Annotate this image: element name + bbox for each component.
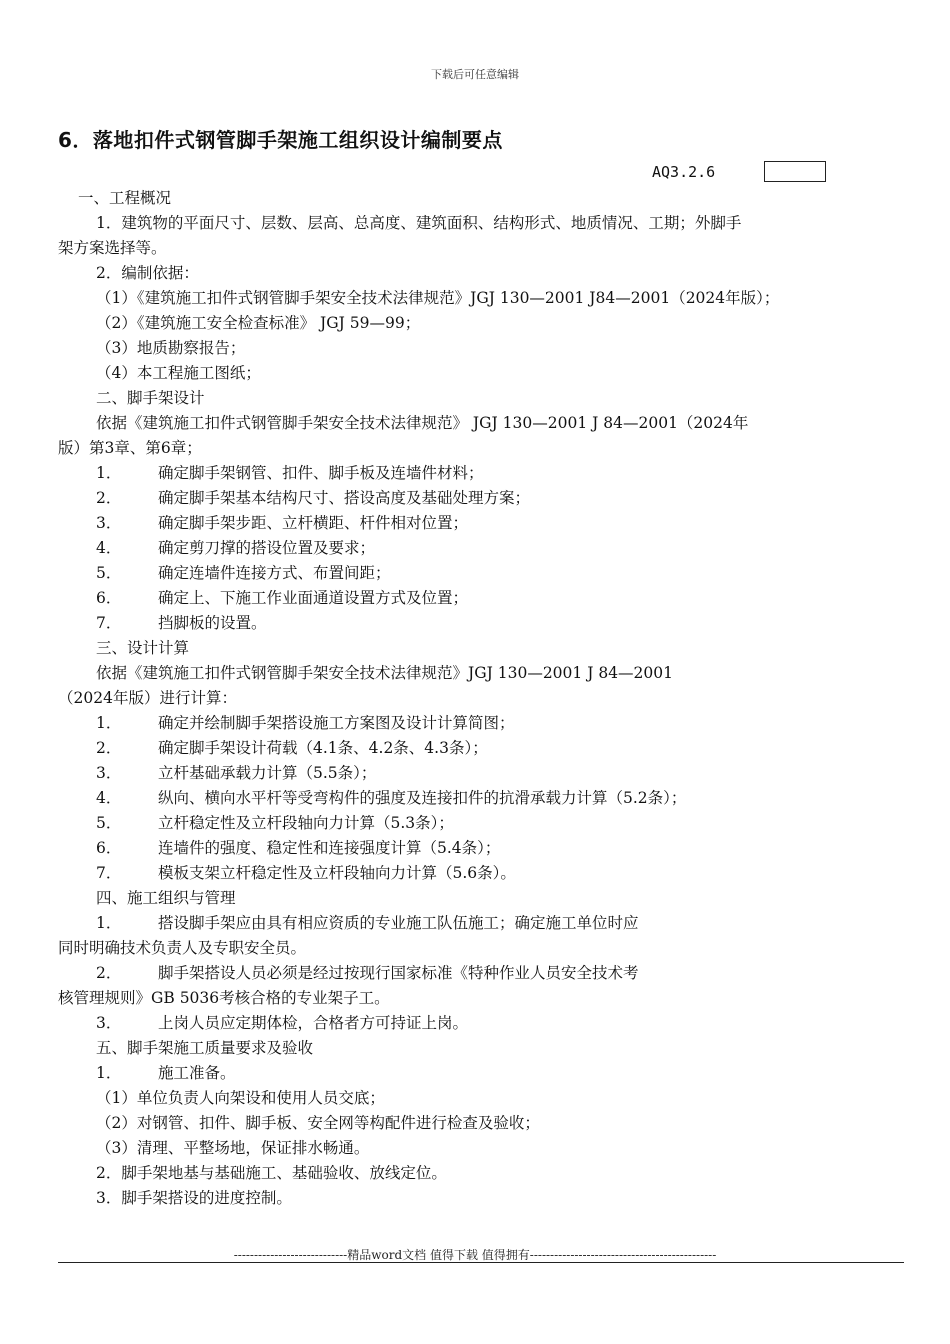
numbered-item xyxy=(96,838,500,858)
item-text: 确定脚手架设计荷载（4.1条、4.2条、4.3条）； xyxy=(158,739,488,757)
item-text: 脚手架搭设人员必须是经过按现行国家标准《特种作业人员安全技术考 xyxy=(158,964,639,982)
page-footer: ----------------------------精品word文档 值得下载 值得拥有---------------------------------------------- xyxy=(233,1248,717,1262)
item-text: 确定连墙件连接方式、布置间距； xyxy=(158,564,391,582)
section-heading-5: 五、脚手架施工质量要求及验收 xyxy=(96,1039,314,1057)
paragraph-line: （1）单位负责人向架设和使用人员交底； xyxy=(96,1089,385,1107)
paragraph-line: 同时明确技术负责人及专职安全员。 xyxy=(58,939,307,957)
paragraph-line: （2024年版）进行计算： xyxy=(58,689,237,707)
item-number: 5． xyxy=(96,814,122,832)
paragraph-line: （2）《建筑施工安全检查标准》 JGJ 59—99； xyxy=(96,314,421,332)
item-number: 3． xyxy=(96,514,122,532)
paragraph-line: 2．编制依据： xyxy=(96,264,199,282)
item-number: 1． xyxy=(96,464,122,482)
paragraph-line: 3．脚手架搭设的进度控制。 xyxy=(96,1189,292,1207)
numbered-item xyxy=(96,738,488,758)
item-number: 7． xyxy=(96,614,122,632)
numbered-item xyxy=(96,863,516,883)
item-number: 2． xyxy=(96,739,122,757)
paragraph-line: （4）本工程施工图纸； xyxy=(96,364,261,382)
paragraph-line: （3）清理、平整场地，保证排水畅通。 xyxy=(96,1139,370,1157)
numbered-item xyxy=(96,788,686,808)
numbered-item xyxy=(96,488,530,508)
paragraph-line: （1）《建筑施工扣件式钢管脚手架安全技术法律规范》JGJ 130—2001 J84—2001（2024年版）； xyxy=(96,289,780,307)
numbered-item xyxy=(96,1013,468,1033)
paragraph-line: 架方案选择等。 xyxy=(58,239,167,257)
item-text: 上岗人员应定期体检，合格者方可持证上岗。 xyxy=(158,1014,469,1032)
paragraph-line: （2）对钢管、扣件、脚手板、安全网等构配件进行检查及验收； xyxy=(96,1114,540,1132)
item-text: 立杆基础承载力计算（5.5条）； xyxy=(158,764,377,782)
item-number: 2． xyxy=(96,489,122,507)
item-number: 1． xyxy=(96,714,122,732)
item-number: 4． xyxy=(96,789,122,807)
item-number: 3． xyxy=(96,1014,122,1032)
item-text: 确定并绘制脚手架搭设施工方案图及设计计算简图； xyxy=(158,714,515,732)
paragraph-line: 依据《建筑施工扣件式钢管脚手架安全技术法律规范》JGJ 130—2001 J 84—2001 xyxy=(96,664,674,682)
numbered-item xyxy=(96,613,267,633)
footer-rule xyxy=(58,1262,904,1263)
item-text: 模板支架立杆稳定性及立杆段轴向力计算（5.6条）。 xyxy=(158,864,516,882)
paragraph-line: 核管理规则》GB 5036考核合格的专业架子工。 xyxy=(58,989,390,1007)
paragraph-line: 1．建筑物的平面尺寸、层数、层高、总高度、建筑面积、结构形式、地质情况、工期；外脚手 xyxy=(96,214,742,232)
numbered-item xyxy=(96,713,515,733)
section-heading-3: 三、设计计算 xyxy=(96,639,190,657)
item-number: 3． xyxy=(96,764,122,782)
form-code-box xyxy=(764,161,826,182)
document-title: 6．落地扣件式钢管脚手架施工组织设计编制要点 xyxy=(58,128,503,152)
numbered-item xyxy=(96,538,375,558)
numbered-item xyxy=(96,463,484,483)
item-number: 1． xyxy=(96,1064,122,1082)
section-heading-1: 一、工程概况 xyxy=(78,189,172,207)
paragraph-line: 2．脚手架地基与基础施工、基础验收、放线定位。 xyxy=(96,1164,447,1182)
numbered-item xyxy=(96,588,468,608)
item-text: 确定脚手架钢管、扣件、脚手板及连墙件材料； xyxy=(158,464,484,482)
item-number: 5． xyxy=(96,564,122,582)
item-text: 确定脚手架步距、立杆横距、杆件相对位置； xyxy=(158,514,469,532)
numbered-item xyxy=(96,563,391,583)
paragraph-line: （3）地质勘察报告； xyxy=(96,339,246,357)
form-code: AQ3.2.6 xyxy=(652,163,716,181)
item-text: 立杆稳定性及立杆段轴向力计算（5.3条）； xyxy=(158,814,454,832)
numbered-item xyxy=(96,813,454,833)
item-text: 搭设脚手架应由具有相应资质的专业施工队伍施工；确定施工单位时应 xyxy=(158,914,639,932)
item-number: 6． xyxy=(96,589,122,607)
item-text: 施工准备。 xyxy=(158,1064,236,1082)
item-number: 2． xyxy=(96,964,122,982)
numbered-item xyxy=(96,1063,236,1083)
item-number: 1． xyxy=(96,914,122,932)
section-heading-2: 二、脚手架设计 xyxy=(96,389,205,407)
item-number: 4． xyxy=(96,539,122,557)
item-text: 确定上、下施工作业面通道设置方式及位置； xyxy=(158,589,469,607)
section-heading-4: 四、施工组织与管理 xyxy=(96,889,236,907)
item-text: 确定剪刀撑的搭设位置及要求； xyxy=(158,539,376,557)
item-number: 6． xyxy=(96,839,122,857)
numbered-item xyxy=(96,963,639,983)
item-text: 纵向、横向水平杆等受弯构件的强度及连接扣件的抗滑承载力计算（5.2条）； xyxy=(158,789,687,807)
paragraph-line: 版）第3章、第6章； xyxy=(58,439,202,457)
item-text: 挡脚板的设置。 xyxy=(158,614,267,632)
page-header: 下载后可任意编辑 xyxy=(431,68,519,81)
item-text: 确定脚手架基本结构尺寸、搭设高度及基础处理方案； xyxy=(158,489,531,507)
numbered-item xyxy=(96,913,639,933)
item-text: 连墙件的强度、稳定性和连接强度计算（5.4条）； xyxy=(158,839,501,857)
numbered-item xyxy=(96,763,376,783)
paragraph-line: 依据《建筑施工扣件式钢管脚手架安全技术法律规范》 JGJ 130—2001 J 84—2001（2024年 xyxy=(96,414,749,432)
item-number: 7． xyxy=(96,864,122,882)
numbered-item xyxy=(96,513,468,533)
